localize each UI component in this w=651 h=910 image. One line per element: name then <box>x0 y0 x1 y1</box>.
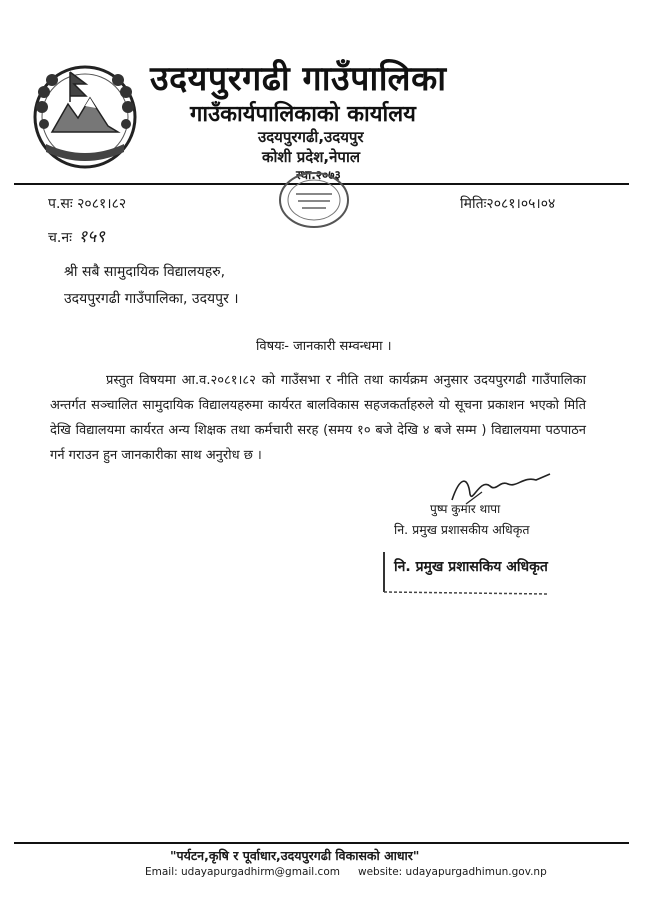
established-year: स्था.२०७३ <box>296 168 341 182</box>
footer-website: website: udayapurgadhimun.gov.np <box>357 866 547 878</box>
office-seal-icon <box>274 170 354 230</box>
dispatch-number <box>48 224 105 247</box>
recipient-line-1: श्री सबै सामुदायिक विद्यालयहरु, <box>64 264 226 280</box>
recipient-line-2: उदयपुरगढी गाउँपालिका, उदयपुर । <box>64 291 239 307</box>
signatory-title: नि. प्रमुख प्रशासकीय अधिकृत <box>394 522 530 537</box>
footer-contact <box>145 866 547 878</box>
signatory-name: पुष्प कुमार थापा <box>430 502 501 516</box>
organization-title: उदयपुरगढी गाउँपालिका <box>150 59 447 99</box>
dispatch-label: च.नः <box>48 230 72 246</box>
footer-divider <box>14 842 629 844</box>
office-name: गाउँकार्यपालिकाको कार्यालय <box>190 102 416 127</box>
reference-number: प.सः २०८१।८२ <box>48 196 127 212</box>
nepal-emblem-icon <box>30 62 140 172</box>
letter-subject: विषयः- जानकारी सम्वन्धमा । <box>256 339 392 354</box>
address-line-2: कोशी प्रदेश,नेपाल <box>262 148 361 166</box>
letter-date: मितिः२०८१।०५।०४ <box>460 196 556 212</box>
footer-slogan: "पर्यटन,कृषि र पूर्वाधार,उदयपुरगढी विकासको आधार" <box>170 848 420 863</box>
letter-body: प्रस्तुत विषयमा आ.व.२०८१।८२ को गाउँसभा र नीति तथा कार्यक्रम अनुसार उदयपुरगढी गाउँपालिका अन्तर्गत सञ्चालित सामुदायिक विद्यालयहरुमा कार्यरत बालविकास सहजकर्ताहरुले यो सूचना प्रकाशन भएको मिति देखि विद्यालयमा कार्यरत अन्य शिक्षक तथा कर्मचारी सरह (समय १० बजे देखि ४ बजे सम्म ) विद्यालयमा पठपाठन गर्न गराउन हुन जानकारीका साथ अनुरोध छ । <box>50 373 586 463</box>
dispatch-number-handwritten: १५९ <box>78 227 105 247</box>
footer-email: Email: udayapurgadhirm@gmail.com <box>145 866 340 878</box>
designation-stamp: नि. प्रमुख प्रशासकिय अधिकृत <box>394 559 548 575</box>
address-line-1: उदयपुरगढी,उदयपुर <box>258 128 364 146</box>
